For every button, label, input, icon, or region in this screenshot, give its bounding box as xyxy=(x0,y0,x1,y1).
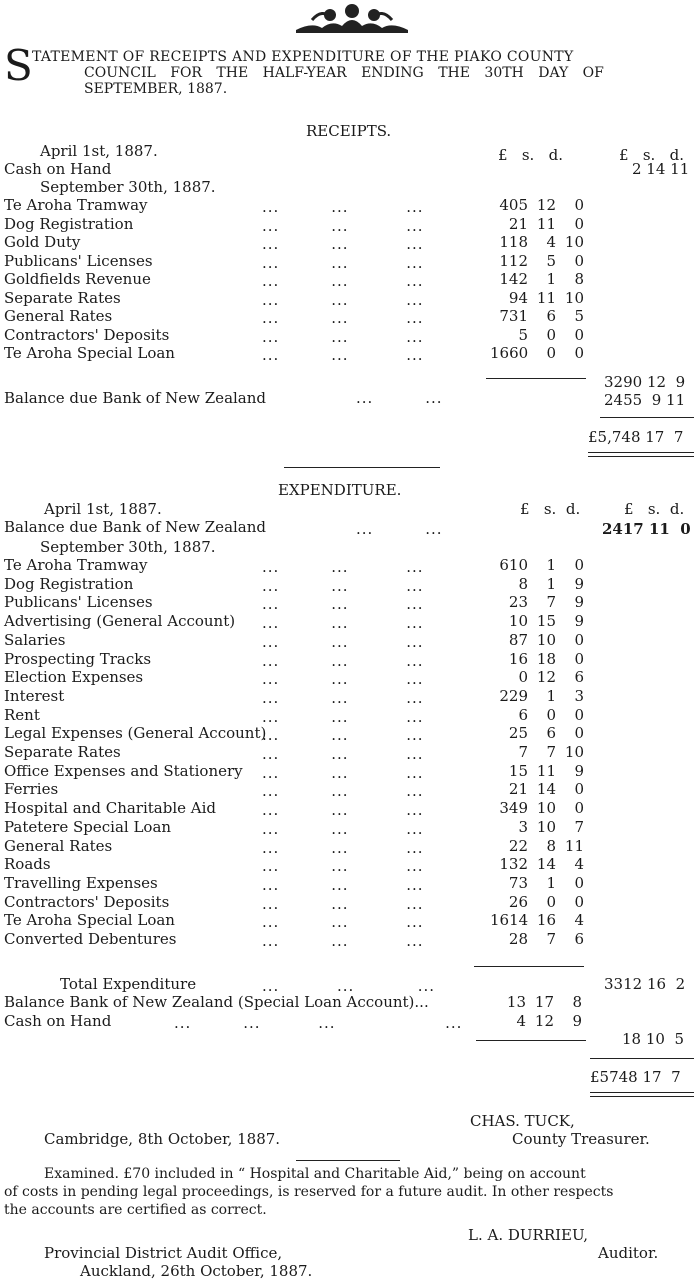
receipts-cash-on-hand-total: 2 14 11 xyxy=(632,160,690,178)
receipt-row-label: Gold Duty xyxy=(4,233,81,251)
expenditure-row-shillings: 12 xyxy=(536,668,556,687)
expenditure-row-pence: 0 xyxy=(574,705,584,724)
expenditure-row-pence: 3 xyxy=(574,686,584,705)
expenditure-row-leader-dots: ... ... ... xyxy=(262,576,424,595)
receipts-grand-total: £5,748 17 7 xyxy=(588,428,684,446)
expenditure-row-label: Office Expenses and Stationery xyxy=(4,761,243,780)
expenditure-row-shillings: 0 xyxy=(546,705,556,724)
expenditure-row-shillings: 18 xyxy=(536,649,556,668)
receipt-row-pounds: 94 xyxy=(508,288,528,307)
receipt-row-pounds: 142 xyxy=(499,270,528,288)
expenditure-row-shillings: 8 xyxy=(546,836,556,855)
expenditure-row-leader-dots: ... ... ... xyxy=(262,913,424,932)
receipt-row-shillings: 0 xyxy=(546,344,556,362)
expenditure-row-leader-dots: ... ... ... xyxy=(262,782,424,801)
receipt-row-pence: 0 xyxy=(574,325,584,344)
expenditure-total-value: 3312 16 2 xyxy=(604,975,686,993)
receipt-row-pence: 0 xyxy=(574,251,584,270)
receipt-row-shillings: 11 xyxy=(536,214,556,233)
expenditure-opening-date: April 1st, 1887. xyxy=(44,500,162,518)
receipt-row-shillings: 1 xyxy=(546,270,556,288)
bank-special-pence: 8 xyxy=(572,993,582,1011)
expenditure-row-shillings: 6 xyxy=(546,724,556,743)
expenditure-row-pence: 11 xyxy=(564,836,584,855)
expenditure-row-shillings: 14 xyxy=(536,855,556,874)
receipts-balance-label: Balance due Bank of New Zealand xyxy=(4,389,267,407)
expenditure-row-label: Te Aroha Tramway xyxy=(4,556,148,574)
bank-special-shillings: 17 xyxy=(534,993,554,1011)
expenditure-row-shillings: 0 xyxy=(546,892,556,911)
expenditure-row-pence: 0 xyxy=(574,873,584,892)
receipt-row-shillings: 12 xyxy=(536,196,556,214)
receipts-balance-dots: ... ... xyxy=(356,389,443,407)
section-divider xyxy=(284,467,440,468)
expenditure-row-pence: 0 xyxy=(574,892,584,911)
receipt-row-shillings: 4 xyxy=(546,233,556,251)
expenditure-title: EXPENDITURE. xyxy=(278,481,402,499)
bank-special-pounds: 13 xyxy=(506,993,526,1011)
cash-pounds: 4 xyxy=(516,1012,526,1030)
crest-ornament-icon xyxy=(292,2,412,36)
receipt-row-leader-dots: ... ... ... xyxy=(262,272,424,290)
expenditure-row-pounds: 229 xyxy=(499,686,528,705)
receipt-row-label: Te Aroha Special Loan xyxy=(4,344,175,362)
cash-label: Cash on Hand xyxy=(4,1012,112,1030)
treasurer-title: County Treasurer. xyxy=(512,1130,650,1148)
expenditure-grand-total: £5748 17 7 xyxy=(590,1068,681,1086)
expenditure-header-left: £ s. d. xyxy=(520,500,581,518)
expenditure-row-pence: 7 xyxy=(574,817,584,836)
receipt-row-pence: 0 xyxy=(574,344,584,362)
cash-shillings: 12 xyxy=(534,1012,554,1030)
expenditure-row-pounds: 21 xyxy=(508,780,528,799)
expenditure-row-shillings: 7 xyxy=(546,743,556,761)
expenditure-row-pence: 9 xyxy=(574,574,584,593)
expenditure-row-pence: 6 xyxy=(574,930,584,948)
receipts-cash-on-hand-label: Cash on Hand xyxy=(4,160,112,178)
expenditure-row-label: Advertising (General Account) xyxy=(4,612,236,631)
receipt-row-leader-dots: ... ... ... xyxy=(262,327,424,346)
cash-pence: 9 xyxy=(572,1012,582,1030)
receipt-row-pounds: 5 xyxy=(518,325,528,344)
heading-line-3: SEPTEMBER, 1887. xyxy=(84,81,228,97)
expenditure-row-leader-dots: ... ... ... xyxy=(262,801,424,820)
expenditure-row-label: Publicans' Licenses xyxy=(4,593,153,612)
receipt-row-pounds: 112 xyxy=(499,251,528,270)
expenditure-row-label: Dog Registration xyxy=(4,574,134,593)
expenditure-rule-1 xyxy=(474,966,584,967)
expenditure-row-label: Converted Debentures xyxy=(4,930,177,948)
expenditure-row-pounds: 26 xyxy=(508,892,528,911)
signature-divider xyxy=(296,1160,400,1161)
receipt-row-label: Separate Rates xyxy=(4,288,121,307)
expenditure-row-label: Election Expenses xyxy=(4,668,144,687)
expenditure-row-label: Travelling Expenses xyxy=(4,873,158,892)
heading-line-1: TATEMENT OF RECEIPTS AND EXPENDITURE OF THE PIAKO COUNTY xyxy=(32,49,574,65)
expenditure-row-pounds: 28 xyxy=(508,930,528,948)
drop-cap: S xyxy=(4,41,33,90)
expenditure-header-right: £ s. d. xyxy=(624,500,685,518)
audit-office-line-1: Provincial District Audit Office, xyxy=(44,1244,283,1262)
expenditure-row-pounds: 610 xyxy=(499,556,528,574)
receipts-closing-date: September 30th, 1887. xyxy=(40,178,216,196)
expenditure-row-label: Patetere Special Loan xyxy=(4,817,172,836)
cash-dots: ... ... ... ... xyxy=(174,1014,463,1032)
expenditure-row-shillings: 16 xyxy=(536,911,556,930)
receipt-row-leader-dots: ... ... ... xyxy=(262,253,424,272)
expenditure-row-pounds: 25 xyxy=(508,724,528,743)
receipts-balance-value: 2455 9 11 xyxy=(604,391,686,409)
expenditure-row-label: Interest xyxy=(4,686,65,705)
expenditure-row-leader-dots: ... ... ... xyxy=(262,707,424,726)
expenditure-row-leader-dots: ... ... ... xyxy=(262,558,424,576)
expenditure-row-pounds: 1614 xyxy=(490,911,529,930)
receipt-row-leader-dots: ... ... ... xyxy=(262,198,424,216)
expenditure-double-rule xyxy=(590,1092,694,1097)
audit-note-line-1: Examined. £70 included in “ Hospital and Charitable Aid,” being on account xyxy=(44,1166,586,1182)
receipts-rule-2 xyxy=(600,417,694,418)
expenditure-row-leader-dots: ... ... ... xyxy=(262,632,424,651)
expenditure-row-label: Roads xyxy=(4,855,51,874)
expenditure-row-pence: 0 xyxy=(574,780,584,799)
expenditure-balance-due-label: Balance due Bank of New Zealand xyxy=(4,518,267,536)
expenditure-balance-due-total: 2417 11 0 xyxy=(602,520,691,538)
expenditure-row-pounds: 22 xyxy=(508,836,528,855)
receipt-row-pounds: 118 xyxy=(499,233,528,251)
expenditure-rule-2 xyxy=(476,1040,586,1041)
expenditure-row-label: Legal Expenses (General Account) xyxy=(4,724,267,743)
cash-subtotal: 18 10 5 xyxy=(622,1030,685,1048)
receipt-row-shillings: 6 xyxy=(546,307,556,325)
receipt-row-leader-dots: ... ... ... xyxy=(262,290,424,309)
expenditure-row-pounds: 16 xyxy=(508,649,528,668)
expenditure-row-shillings: 7 xyxy=(546,593,556,612)
expenditure-row-leader-dots: ... ... ... xyxy=(262,745,424,763)
receipt-row-pence: 5 xyxy=(574,307,584,325)
place-date: Cambridge, 8th October, 1887. xyxy=(44,1130,281,1148)
expenditure-row-pence: 4 xyxy=(574,911,584,930)
expenditure-row-pence: 9 xyxy=(574,593,584,612)
expenditure-row-pounds: 73 xyxy=(508,873,528,892)
expenditure-row-label: Salaries xyxy=(4,630,66,649)
expenditure-row-shillings: 7 xyxy=(546,930,556,948)
receipt-row-pounds: 731 xyxy=(499,307,528,325)
receipt-row-pounds: 1660 xyxy=(490,344,529,362)
receipt-row-label: Dog Registration xyxy=(4,214,134,233)
receipt-row-label: Goldfields Revenue xyxy=(4,270,151,288)
receipt-row-label: Te Aroha Tramway xyxy=(4,196,148,214)
expenditure-row-leader-dots: ... ... ... xyxy=(262,857,424,876)
expenditure-row-pence: 0 xyxy=(574,724,584,743)
expenditure-row-pence: 4 xyxy=(574,855,584,874)
expenditure-row-pence: 0 xyxy=(574,556,584,574)
expenditure-row-shillings: 1 xyxy=(546,574,556,593)
expenditure-row-shillings: 15 xyxy=(536,612,556,631)
expenditure-row-pounds: 0 xyxy=(518,668,528,687)
receipt-row-pence: 8 xyxy=(574,270,584,288)
expenditure-row-leader-dots: ... ... ... xyxy=(262,670,424,689)
expenditure-row-leader-dots: ... ... ... xyxy=(262,894,424,913)
expenditure-total-label: Total Expenditure xyxy=(60,975,197,993)
expenditure-row-pounds: 8 xyxy=(518,574,528,593)
expenditure-rule-3 xyxy=(590,1058,694,1059)
expenditure-row-pence: 10 xyxy=(564,743,584,761)
auditor-title: Auditor. xyxy=(598,1244,659,1262)
receipts-opening-date: April 1st, 1887. xyxy=(40,142,158,160)
expenditure-row-label: Te Aroha Special Loan xyxy=(4,911,175,930)
expenditure-row-pence: 9 xyxy=(574,761,584,780)
bank-special-label: Balance Bank of New Zealand (Special Loan Account)... xyxy=(4,993,429,1011)
expenditure-row-pounds: 349 xyxy=(499,799,528,818)
expenditure-row-leader-dots: ... ... ... xyxy=(262,726,424,745)
expenditure-total-dots: ... ... ... xyxy=(262,977,436,995)
expenditure-row-leader-dots: ... ... ... xyxy=(262,819,424,838)
expenditure-row-shillings: 1 xyxy=(546,873,556,892)
expenditure-row-pounds: 6 xyxy=(518,705,528,724)
receipt-row-pence: 10 xyxy=(564,233,584,251)
receipt-row-pounds: 21 xyxy=(508,214,528,233)
treasurer-name: CHAS. TUCK, xyxy=(470,1112,575,1130)
expenditure-row-label: Prospecting Tracks xyxy=(4,649,152,668)
expenditure-row-label: Contractors' Deposits xyxy=(4,892,170,911)
expenditure-row-pence: 9 xyxy=(574,612,584,631)
receipt-row-leader-dots: ... ... ... xyxy=(262,235,424,253)
receipt-row-pence: 0 xyxy=(574,214,584,233)
receipts-subtotal: 3290 12 9 xyxy=(604,373,686,391)
expenditure-row-leader-dots: ... ... ... xyxy=(262,763,424,782)
expenditure-balance-due-dots: ... ... xyxy=(356,520,443,538)
expenditure-row-label: Separate Rates xyxy=(4,743,121,761)
receipt-row-label: Contractors' Deposits xyxy=(4,325,170,344)
receipts-double-rule xyxy=(588,452,694,457)
receipts-rule-1 xyxy=(486,378,586,379)
expenditure-row-pence: 0 xyxy=(574,630,584,649)
receipt-row-pence: 10 xyxy=(564,288,584,307)
expenditure-row-shillings: 1 xyxy=(546,556,556,574)
expenditure-row-pounds: 132 xyxy=(499,855,528,874)
expenditure-row-pounds: 15 xyxy=(508,761,528,780)
expenditure-row-leader-dots: ... ... ... xyxy=(262,838,424,857)
expenditure-row-leader-dots: ... ... ... xyxy=(262,932,424,950)
expenditure-row-leader-dots: ... ... ... xyxy=(262,875,424,894)
expenditure-row-pounds: 10 xyxy=(508,612,528,631)
audit-office-line-2: Auckland, 26th October, 1887. xyxy=(80,1262,313,1280)
receipt-row-leader-dots: ... ... ... xyxy=(262,216,424,235)
receipt-row-pounds: 405 xyxy=(499,196,528,214)
audit-note-line-3: the accounts are certified as correct. xyxy=(4,1202,267,1218)
expenditure-row-shillings: 11 xyxy=(536,761,556,780)
expenditure-row-pounds: 87 xyxy=(508,630,528,649)
expenditure-row-pounds: 7 xyxy=(518,743,528,761)
expenditure-row-leader-dots: ... ... ... xyxy=(262,595,424,614)
expenditure-row-leader-dots: ... ... ... xyxy=(262,614,424,633)
receipts-header-left: £ s. d. xyxy=(498,146,563,164)
expenditure-row-leader-dots: ... ... ... xyxy=(262,688,424,707)
expenditure-row-pence: 6 xyxy=(574,668,584,687)
auditor-name: L. A. DURRIEU, xyxy=(468,1226,589,1244)
expenditure-row-pence: 0 xyxy=(574,649,584,668)
receipt-row-pence: 0 xyxy=(574,196,584,214)
receipt-row-leader-dots: ... ... ... xyxy=(262,346,424,364)
expenditure-closing-date: September 30th, 1887. xyxy=(40,538,216,556)
receipt-row-shillings: 5 xyxy=(546,251,556,270)
expenditure-row-shillings: 1 xyxy=(546,686,556,705)
receipts-header-right: £ s. d. xyxy=(619,146,684,164)
expenditure-row-shillings: 10 xyxy=(536,817,556,836)
receipt-row-label: General Rates xyxy=(4,307,113,325)
expenditure-row-pence: 0 xyxy=(574,799,584,818)
heading-line-2: COUNCIL FOR THE HALF-YEAR ENDING THE 30TH DAY OF xyxy=(84,65,604,81)
expenditure-row-pounds: 23 xyxy=(508,593,528,612)
expenditure-row-label: Hospital and Charitable Aid xyxy=(4,799,217,818)
receipt-row-shillings: 11 xyxy=(536,288,556,307)
receipt-row-shillings: 0 xyxy=(546,325,556,344)
expenditure-row-pounds: 3 xyxy=(518,817,528,836)
expenditure-row-leader-dots: ... ... ... xyxy=(262,651,424,670)
expenditure-row-shillings: 10 xyxy=(536,630,556,649)
expenditure-row-shillings: 14 xyxy=(536,780,556,799)
audit-note-line-2: of costs in pending legal proceedings, is reserved for a future audit. In other respects xyxy=(4,1184,614,1200)
receipt-row-label: Publicans' Licenses xyxy=(4,251,153,270)
expenditure-row-shillings: 10 xyxy=(536,799,556,818)
expenditure-row-label: Ferries xyxy=(4,780,59,799)
expenditure-row-label: Rent xyxy=(4,705,40,724)
expenditure-row-label: General Rates xyxy=(4,836,113,855)
receipt-row-leader-dots: ... ... ... xyxy=(262,309,424,327)
receipts-title: RECEIPTS. xyxy=(306,122,392,140)
